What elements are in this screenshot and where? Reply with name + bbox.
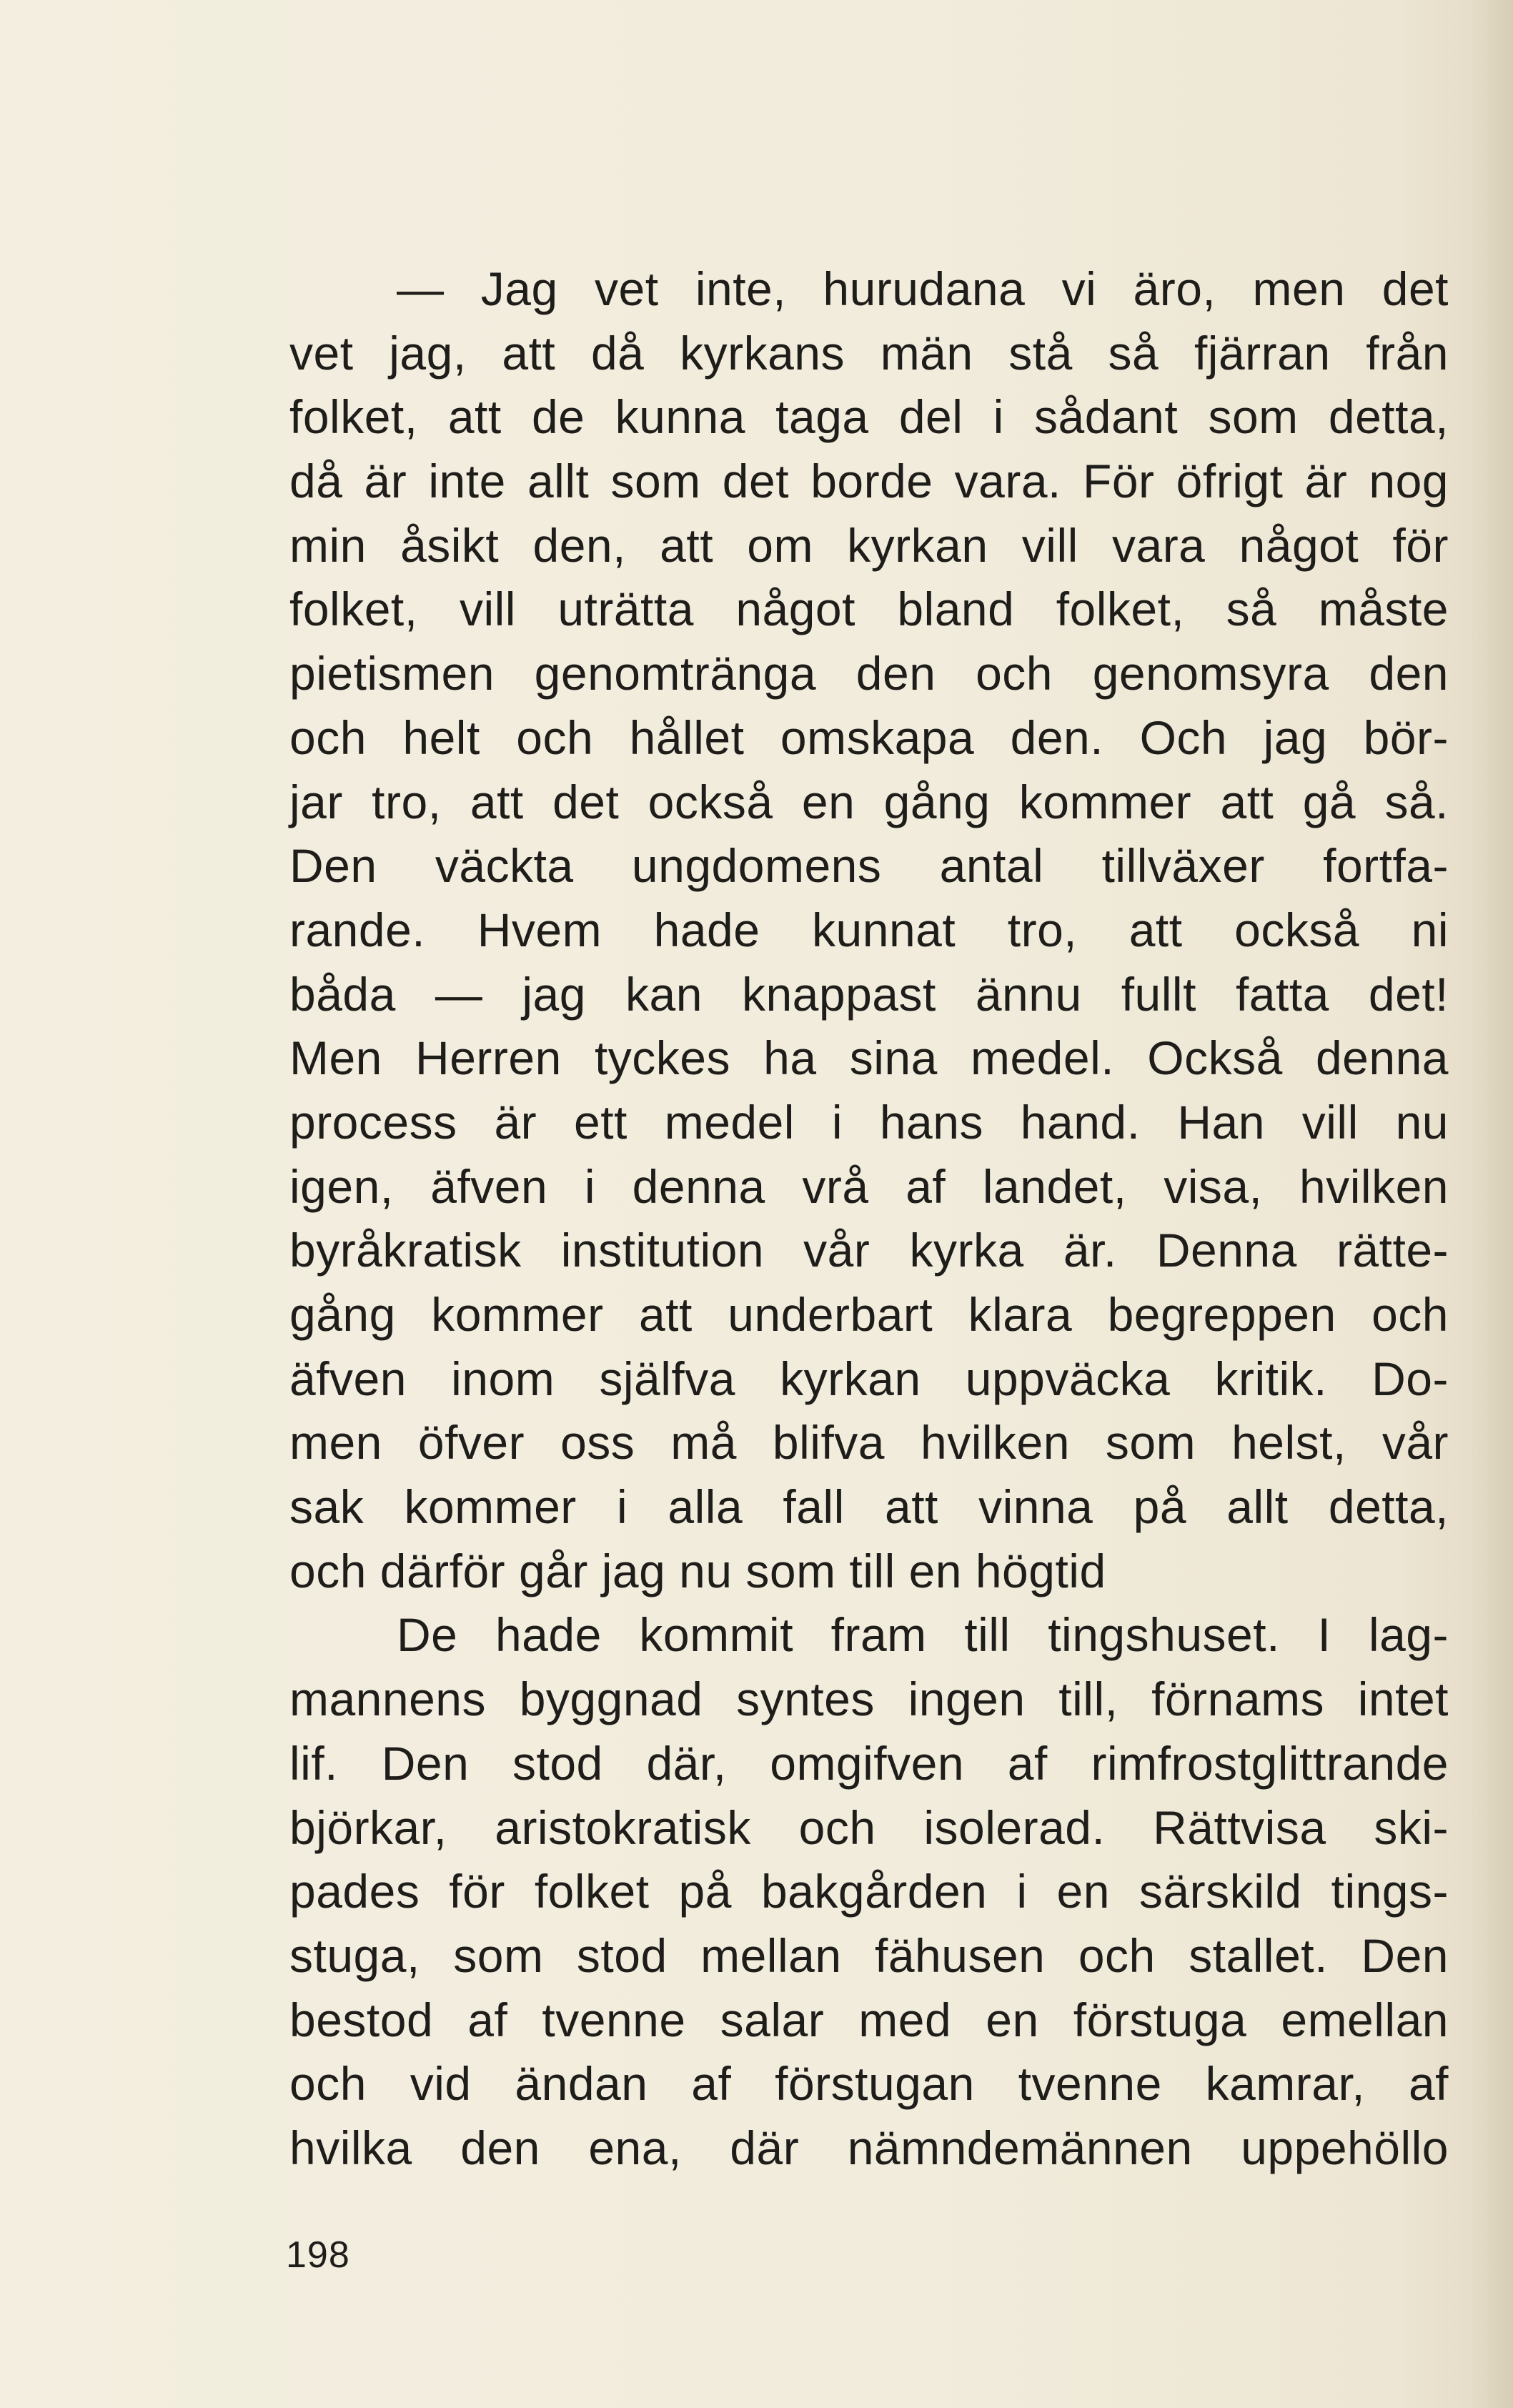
text-line: lif. Den stod där, omgifven af rimfrostglittrande <box>289 1736 1449 1790</box>
text-line: pietismen genomtränga den och genomsyra den <box>289 647 1449 700</box>
text-line: och helt och hållet omskapa den. Och jag bör- <box>289 710 1449 764</box>
text-line: igen, äfven i denna vrå af landet, visa, hvilken <box>289 1159 1449 1213</box>
page-edge-shadow <box>1470 0 1513 2408</box>
text-line: rande. Hvem hade kunnat tro, att också ni <box>289 903 1449 956</box>
text-line: mannens byggnad syntes ingen till, förnams intet <box>289 1673 1449 1726</box>
text-line: Men Herren tyckes ha sina medel. Också denna <box>289 1031 1449 1085</box>
text-line: bestod af tvenne salar med en förstuga emellan <box>289 1993 1449 2046</box>
text-line: och vid ändan af förstugan tvenne kamrar, af <box>289 2057 1449 2111</box>
text-line: och därför går jag nu som till en högtid <box>289 1544 1106 1597</box>
text-line: men öfver oss må blifva hvilken som helst, vår <box>289 1416 1449 1470</box>
text-line: — Jag vet inte, hurudana vi äro, men det <box>397 262 1449 315</box>
text-line: vet jag, att då kyrkans män stå så fjärran från <box>289 326 1449 380</box>
text-line: hvilka den ena, där nämndemännen uppehöllo <box>289 2121 1449 2174</box>
text-line: jar tro, att det också en gång kommer att gå så. <box>289 775 1449 828</box>
text-line: då är inte allt som det borde vara. För öfrigt är nog <box>289 455 1449 508</box>
text-line: pades för folket på bakgården i en särskild tings- <box>289 1865 1449 1918</box>
text-line: Den väckta ungdomens antal tillväxer fortfa- <box>289 839 1449 893</box>
text-line: process är ett medel i hans hand. Han vill nu <box>289 1095 1449 1149</box>
text-line: sak kommer i alla fall att vinna på allt detta, <box>289 1480 1449 1534</box>
text-line: folket, att de kunna taga del i sådant som detta, <box>289 390 1449 444</box>
body-text <box>289 257 1449 2181</box>
text-line: stuga, som stod mellan fähusen och stallet. Den <box>289 1928 1449 1982</box>
text-line: båda — jag kan knappast ännu fullt fatta det! <box>289 967 1449 1021</box>
text-line: folket, vill uträtta något bland folket, så måste <box>289 583 1449 636</box>
page-number: 198 <box>286 2234 350 2276</box>
text-line: De hade kommit fram till tingshuset. I lag- <box>397 1608 1449 1662</box>
text-line: byråkratisk institution vår kyrka är. Denna rätte- <box>289 1224 1449 1277</box>
text-line: min åsikt den, att om kyrkan vill vara något för <box>289 518 1449 572</box>
text-line: äfven inom själfva kyrkan uppväcka kritik. Do- <box>289 1352 1449 1405</box>
text-line: gång kommer att underbart klara begreppen och <box>289 1288 1449 1341</box>
text-line: björkar, aristokratisk och isolerad. Rättvisa ski- <box>289 1800 1449 1854</box>
